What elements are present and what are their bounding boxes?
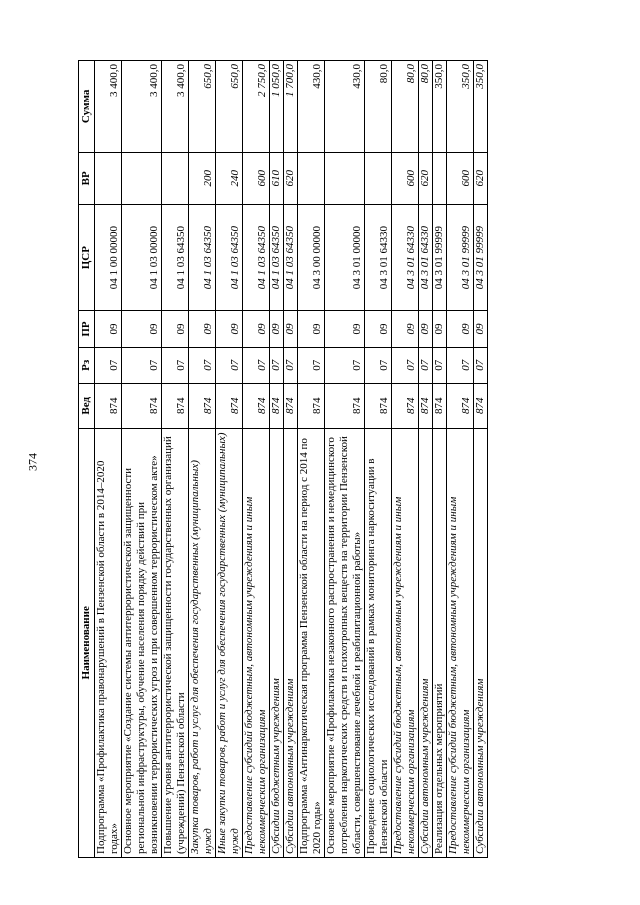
cell-ved: 874	[95, 383, 122, 428]
header-csr: ЦСР	[79, 204, 95, 311]
cell-pr: 09	[189, 311, 216, 347]
cell-csr: 04 3 01 00000	[325, 204, 365, 311]
cell-name: Предоставление субсидий бюджетным, автономным учреждениям и иным некоммерческим организациям	[447, 428, 474, 857]
cell-pr: 09	[122, 311, 162, 347]
cell-ved: 874	[433, 383, 447, 428]
cell-sum: 650,0	[189, 61, 216, 153]
cell-ved: 874	[419, 383, 433, 428]
cell-rz: 07	[433, 347, 447, 383]
table-row	[122, 61, 162, 858]
cell-name: Субсидии автономным учреждениям	[419, 428, 433, 857]
header-ved: Вед	[79, 383, 95, 428]
cell-csr: 04 1 03 64350	[189, 204, 216, 311]
cell-sum: 350,0	[447, 61, 474, 153]
cell-sum: 430,0	[325, 61, 365, 153]
cell-vr: 620	[474, 152, 488, 204]
table-row	[433, 61, 447, 858]
cell-pr: 09	[95, 311, 122, 347]
cell-name: Субсидии автономным учреждениям	[474, 428, 488, 857]
cell-sum: 80,0	[419, 61, 433, 153]
cell-sum: 430,0	[298, 61, 325, 153]
cell-rz: 07	[216, 347, 243, 383]
cell-vr: 240	[216, 152, 243, 204]
cell-csr: 04 1 03 64350	[216, 204, 243, 311]
cell-sum: 350,0	[474, 61, 488, 153]
cell-vr: 600	[243, 152, 270, 204]
cell-rz: 07	[447, 347, 474, 383]
cell-name: Проведение социологических исследований в рамках мониторинга наркоситуации в Пензенской области	[365, 428, 392, 857]
cell-sum: 1 700,0	[284, 61, 298, 153]
table-header-row	[79, 61, 95, 858]
table-row	[298, 61, 325, 858]
cell-rz: 07	[189, 347, 216, 383]
cell-rz: 07	[365, 347, 392, 383]
table-row	[419, 61, 433, 858]
cell-pr: 09	[243, 311, 270, 347]
cell-ved: 874	[284, 383, 298, 428]
cell-pr: 09	[365, 311, 392, 347]
cell-csr: 04 3 01 64330	[419, 204, 433, 311]
cell-csr: 04 3 00 00000	[298, 204, 325, 311]
cell-csr: 04 3 01 99999	[474, 204, 488, 311]
cell-pr: 09	[447, 311, 474, 347]
table-row	[365, 61, 392, 858]
cell-rz: 07	[270, 347, 284, 383]
cell-vr	[433, 152, 447, 204]
rotated-table-container	[78, 60, 600, 858]
table-row	[95, 61, 122, 858]
table-row	[189, 61, 216, 858]
cell-rz: 07	[284, 347, 298, 383]
cell-name: Подпрограмма «Антинаркотическая программа Пензенской области на период с 2014 по 2020 годы»	[298, 428, 325, 857]
cell-csr: 04 3 01 64330	[365, 204, 392, 311]
cell-ved: 874	[243, 383, 270, 428]
cell-rz: 07	[474, 347, 488, 383]
cell-pr: 09	[162, 311, 189, 347]
header-sum: Сумма	[79, 61, 95, 153]
cell-vr	[162, 152, 189, 204]
cell-ved: 874	[447, 383, 474, 428]
cell-ved: 874	[122, 383, 162, 428]
cell-pr: 09	[392, 311, 419, 347]
cell-rz: 07	[243, 347, 270, 383]
header-vr: ВР	[79, 152, 95, 204]
table-row	[284, 61, 298, 858]
cell-csr: 04 3 01 99999	[447, 204, 474, 311]
cell-pr: 09	[433, 311, 447, 347]
cell-vr: 600	[392, 152, 419, 204]
cell-csr: 04 1 03 00000	[122, 204, 162, 311]
cell-name: Субсидии бюджетным учреждениям	[270, 428, 284, 857]
table-row	[270, 61, 284, 858]
cell-ved: 874	[270, 383, 284, 428]
budget-table	[78, 60, 488, 858]
table-row	[447, 61, 474, 858]
cell-csr: 04 1 03 64350	[162, 204, 189, 311]
cell-name: Закупка товаров, работ и услуг для обеспечения государственных (муниципальных) нужд	[189, 428, 216, 857]
cell-csr: 04 1 00 00000	[95, 204, 122, 311]
cell-vr: 200	[189, 152, 216, 204]
cell-vr	[325, 152, 365, 204]
cell-sum: 80,0	[365, 61, 392, 153]
cell-pr: 09	[270, 311, 284, 347]
header-rz: Рз	[79, 347, 95, 383]
cell-sum: 1 050,0	[270, 61, 284, 153]
cell-rz: 07	[162, 347, 189, 383]
cell-sum: 350,0	[433, 61, 447, 153]
cell-sum: 80,0	[392, 61, 419, 153]
cell-rz: 07	[392, 347, 419, 383]
table-row	[243, 61, 270, 858]
table-row	[325, 61, 365, 858]
table-row	[392, 61, 419, 858]
cell-vr: 610	[270, 152, 284, 204]
cell-name: Повышение уровня антитеррористической защищенности государственных организаций (учреждений) Пензенской области	[162, 428, 189, 857]
cell-vr	[298, 152, 325, 204]
table-body	[95, 61, 488, 858]
cell-vr: 600	[447, 152, 474, 204]
cell-ved: 874	[325, 383, 365, 428]
table-row	[162, 61, 189, 858]
cell-ved: 874	[298, 383, 325, 428]
cell-name: Субсидии автономным учреждениям	[284, 428, 298, 857]
cell-ved: 874	[189, 383, 216, 428]
cell-ved: 874	[216, 383, 243, 428]
cell-csr: 04 3 01 99999	[433, 204, 447, 311]
cell-ved: 874	[365, 383, 392, 428]
cell-rz: 07	[122, 347, 162, 383]
cell-name: Реализация отдельных мероприятий	[433, 428, 447, 857]
page-number: 374	[25, 453, 40, 471]
cell-csr: 04 1 03 64350	[270, 204, 284, 311]
cell-pr: 09	[419, 311, 433, 347]
cell-sum: 3 400,0	[122, 61, 162, 153]
table-row	[474, 61, 488, 858]
cell-sum: 650,0	[216, 61, 243, 153]
cell-rz: 07	[419, 347, 433, 383]
cell-ved: 874	[474, 383, 488, 428]
cell-csr: 04 1 03 64350	[284, 204, 298, 311]
cell-ved: 874	[392, 383, 419, 428]
cell-vr	[365, 152, 392, 204]
cell-pr: 09	[284, 311, 298, 347]
header-name: Наименование	[79, 428, 95, 857]
cell-vr	[122, 152, 162, 204]
cell-pr: 09	[325, 311, 365, 347]
cell-name: Основное мероприятие «Создание системы антитеррористической защищенности региональной инфраструктуры, обучение населения порядку действий при возникновении террористических угроз и при совершенном террористическом акте»	[122, 428, 162, 857]
cell-name: Основное мероприятие «Профилактика незаконного распространения и немедицинского потребления наркотических средств и психотропных веществ на территории Пензенской области, совершенствование лечебной и реабилитационной работы»	[325, 428, 365, 857]
cell-rz: 07	[298, 347, 325, 383]
cell-name: Иные закупки товаров, работ и услуг для обеспечения государственных (муниципальных) нужд	[216, 428, 243, 857]
cell-sum: 2 750,0	[243, 61, 270, 153]
cell-name: Подпрограмма «Профилактика правонарушений в Пензенской области в 2014–2020 годах»	[95, 428, 122, 857]
cell-rz: 07	[95, 347, 122, 383]
cell-vr: 620	[284, 152, 298, 204]
cell-pr: 09	[474, 311, 488, 347]
cell-rz: 07	[325, 347, 365, 383]
table-row	[216, 61, 243, 858]
cell-sum: 3 400,0	[162, 61, 189, 153]
cell-name: Предоставление субсидий бюджетным, автономным учреждениям и иным некоммерческим организациям	[243, 428, 270, 857]
cell-vr	[95, 152, 122, 204]
cell-pr: 09	[216, 311, 243, 347]
cell-name: Предоставление субсидий бюджетным, автономным учреждениям и иным некоммерческим организациям	[392, 428, 419, 857]
cell-csr: 04 3 01 64330	[392, 204, 419, 311]
cell-ved: 874	[162, 383, 189, 428]
cell-vr: 620	[419, 152, 433, 204]
cell-sum: 3 400,0	[95, 61, 122, 153]
header-pr: ПР	[79, 311, 95, 347]
cell-pr: 09	[298, 311, 325, 347]
cell-csr: 04 1 03 64350	[243, 204, 270, 311]
